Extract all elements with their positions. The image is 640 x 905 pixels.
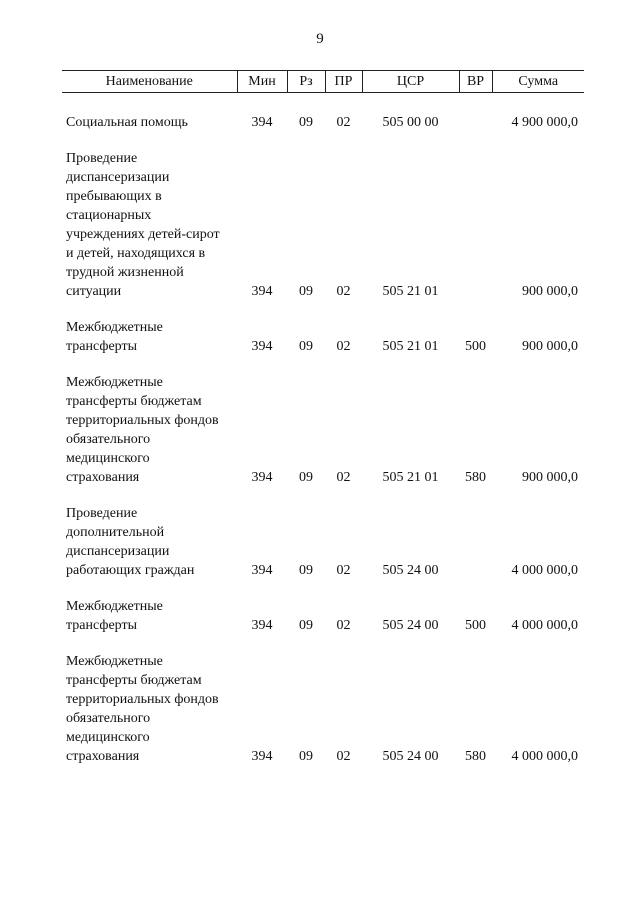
header-vr: ВР xyxy=(459,71,492,93)
row-csr: 505 00 00 xyxy=(382,115,439,130)
row-min: 394 xyxy=(251,563,273,578)
row-name: Проведение дополнительной диспансеризации работающих граждан xyxy=(66,506,195,578)
budget-table xyxy=(62,71,584,768)
row-pr: 02 xyxy=(336,470,351,485)
row-sum: 4 000 000,0 xyxy=(511,749,578,764)
row-min: 394 xyxy=(251,470,273,485)
row-rz: 09 xyxy=(299,749,313,764)
row-pr: 02 xyxy=(336,618,351,633)
table-row xyxy=(62,650,584,768)
row-min: 394 xyxy=(251,749,273,764)
table-row xyxy=(62,147,584,303)
row-min: 394 xyxy=(251,618,273,633)
header-sum: Сумма xyxy=(492,71,584,93)
row-sum: 4 000 000,0 xyxy=(511,563,578,578)
row-vr xyxy=(459,111,492,134)
row-pr: 02 xyxy=(336,115,351,130)
row-min: 394 xyxy=(251,115,273,130)
header-pr: ПР xyxy=(325,71,362,93)
row-rz: 09 xyxy=(299,115,313,130)
row-vr: 580 xyxy=(465,749,486,764)
row-sum: 4 900 000,0 xyxy=(511,115,578,130)
row-min: 394 xyxy=(251,339,273,354)
row-pr: 02 xyxy=(336,339,351,354)
row-sum: 900 000,0 xyxy=(522,284,578,299)
row-sum: 4 000 000,0 xyxy=(511,618,578,633)
row-csr: 505 24 00 xyxy=(382,563,439,578)
table-row xyxy=(62,502,584,582)
row-csr: 505 21 01 xyxy=(382,284,439,299)
row-rz: 09 xyxy=(299,339,313,354)
header-min: Мин xyxy=(237,71,287,93)
row-min: 394 xyxy=(251,284,273,299)
table-header-row xyxy=(62,71,584,93)
row-name: Межбюджетные трансферты xyxy=(66,599,163,633)
table-row xyxy=(62,111,584,134)
row-pr: 02 xyxy=(336,563,351,578)
row-name: Проведение диспансеризации пребывающих в стационарных учреждениях детей-сирот и детей, находящихся в трудной жизненной ситуации xyxy=(66,151,220,299)
row-name: Социальная помощь xyxy=(66,115,188,130)
row-sum: 900 000,0 xyxy=(522,339,578,354)
row-vr xyxy=(459,502,492,582)
row-rz: 09 xyxy=(299,470,313,485)
row-csr: 505 24 00 xyxy=(382,749,439,764)
row-name: Межбюджетные трансферты бюджетам территориальных фондов обязательного медицинского страхования xyxy=(66,375,219,485)
header-rz: Рз xyxy=(287,71,325,93)
table-row xyxy=(62,316,584,358)
header-name: Наименование xyxy=(62,71,237,93)
row-pr: 02 xyxy=(336,284,351,299)
row-vr: 580 xyxy=(465,470,486,485)
row-vr: 500 xyxy=(465,618,486,633)
row-rz: 09 xyxy=(299,563,313,578)
table-row xyxy=(62,371,584,489)
row-name: Межбюджетные трансферты xyxy=(66,320,163,354)
row-csr: 505 21 01 xyxy=(382,470,439,485)
row-csr: 505 24 00 xyxy=(382,618,439,633)
header-csr: ЦСР xyxy=(362,71,459,93)
row-vr xyxy=(459,147,492,303)
row-rz: 09 xyxy=(299,284,313,299)
row-sum: 900 000,0 xyxy=(522,470,578,485)
row-name: Межбюджетные трансферты бюджетам территориальных фондов обязательного медицинского страхования xyxy=(66,654,219,764)
table-row xyxy=(62,595,584,637)
row-csr: 505 21 01 xyxy=(382,339,439,354)
row-vr: 500 xyxy=(465,339,486,354)
row-rz: 09 xyxy=(299,618,313,633)
page-number: 9 xyxy=(316,31,324,47)
row-pr: 02 xyxy=(336,749,351,764)
